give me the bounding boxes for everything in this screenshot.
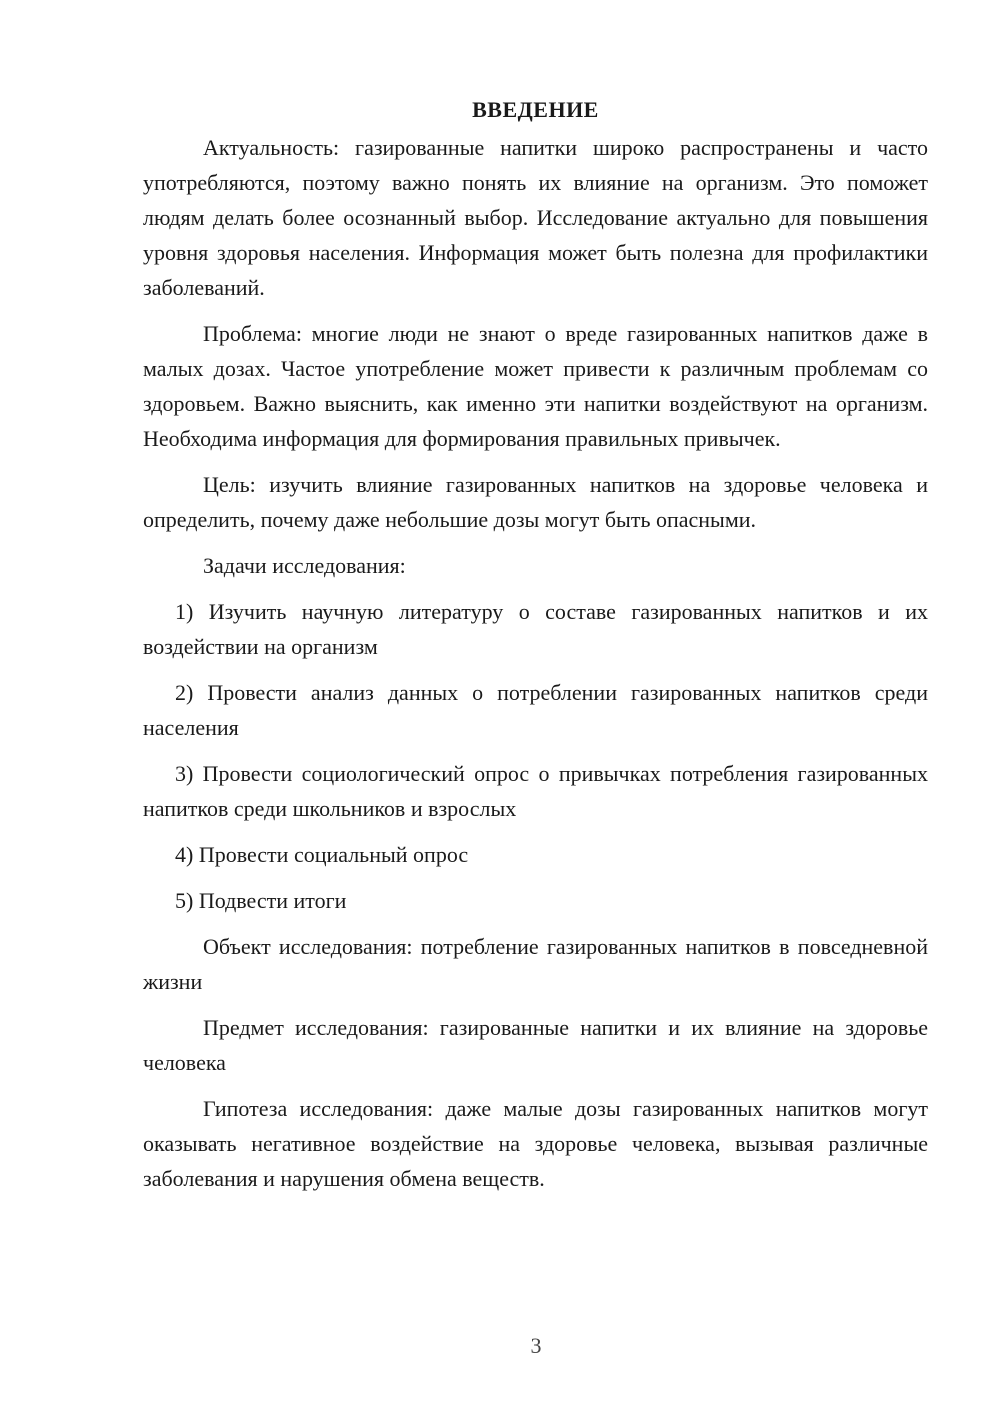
- paragraph-goal: Цель: изучить влияние газированных напитков на здоровье человека и определить, почему даже небольшие дозы могут быть опасными.: [143, 472, 928, 532]
- paragraph-subject: Предмет исследования: газированные напитки и их влияние на здоровье человека: [143, 1015, 928, 1075]
- document-page: [143, 92, 928, 1207]
- paragraph-relevance: Актуальность: газированные напитки широко распространены и часто употребляются, поэтому важно понять их влияние на организм. Это поможет людям делать более осознанный выбор. Исследование актуально для повышения уровня здоровья населения. Информация может быть полезна для профилактики заболеваний.: [143, 135, 928, 300]
- paragraph-object: Объект исследования: потребление газированных напитков в повседневной жизни: [143, 934, 928, 994]
- tasks-heading: Задачи исследования:: [203, 553, 406, 578]
- list-item: 5) Подвести итоги: [175, 888, 347, 913]
- list-item: 1) Изучить научную литературу о составе газированных напитков и их воздействии на организм: [143, 599, 928, 659]
- page-title: ВВЕДЕНИЕ: [472, 97, 599, 122]
- list-item: 3) Провести социологический опрос о привычках потребления газированных напитков среди школьников и взрослых: [143, 761, 928, 821]
- paragraph-hypothesis: Гипотеза исследования: даже малые дозы газированных напитков могут оказывать негативное воздействие на здоровье человека, вызывая различные заболевания и нарушения обмена веществ.: [143, 1096, 928, 1191]
- list-item: 2) Провести анализ данных о потреблении газированных напитков среди населения: [143, 680, 928, 740]
- paragraph-problem: Проблема: многие люди не знают о вреде газированных напитков даже в малых дозах. Частое употребление может привести к различным проблемам со здоровьем. Важно выяснить, как именно эти напитки воздействуют на организм. Необходима информация для формирования правильных привычек.: [143, 321, 928, 451]
- list-item: 4) Провести социальный опрос: [175, 842, 469, 867]
- tasks-list: [143, 594, 928, 918]
- page-number: 3: [530, 1333, 542, 1358]
